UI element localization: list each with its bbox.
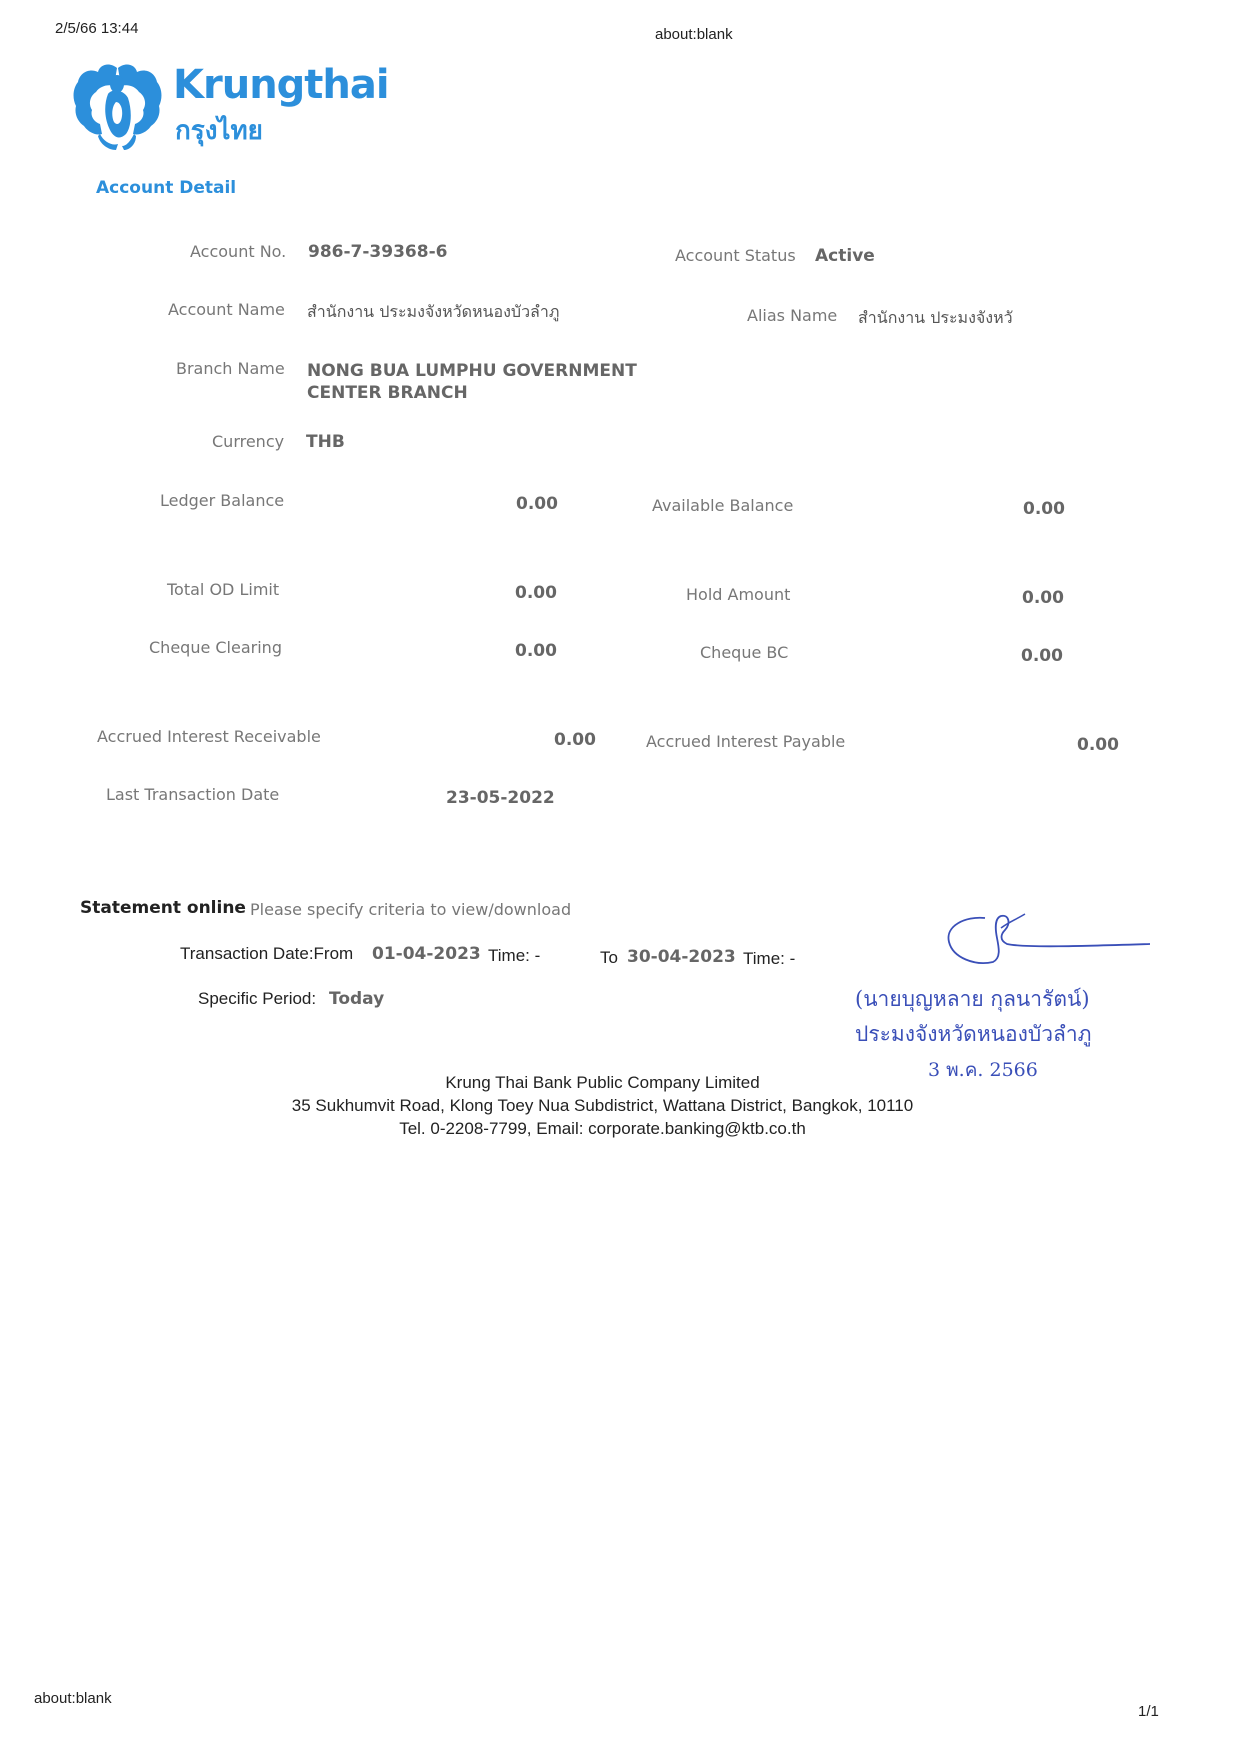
account-name-label: Account Name bbox=[168, 300, 285, 319]
branch-name-label: Branch Name bbox=[176, 359, 285, 378]
hold-amount-value: 0.00 bbox=[1022, 588, 1064, 608]
cheque-clearing-value: 0.00 bbox=[515, 641, 557, 661]
ledger-balance-value: 0.00 bbox=[516, 494, 558, 514]
page-number: 1/1 bbox=[1138, 1703, 1159, 1720]
account-no-value: 986-7-39368-6 bbox=[308, 242, 448, 262]
total-od-limit-value: 0.00 bbox=[515, 583, 557, 603]
cheque-bc-value: 0.00 bbox=[1021, 646, 1063, 666]
transaction-date-from-label: Transaction Date:From bbox=[180, 944, 354, 963]
cheque-clearing-label: Cheque Clearing bbox=[149, 638, 282, 657]
accrued-interest-receivable-label: Accrued Interest Receivable bbox=[97, 727, 321, 746]
specific-period-label: Specific Period: bbox=[198, 989, 317, 1008]
signature-mark bbox=[935, 908, 1155, 978]
section-title: Account Detail bbox=[96, 178, 237, 198]
branch-name-line1: NONG BUA LUMPHU GOVERNMENT bbox=[307, 361, 637, 381]
garuda-logo-icon bbox=[70, 60, 165, 150]
available-balance-label: Available Balance bbox=[652, 496, 794, 515]
company-contact: Tel. 0-2208-7799, Email: corporate.banking@ktb.co.th bbox=[399, 1119, 806, 1138]
currency-label: Currency bbox=[212, 432, 285, 451]
branch-name-line2: CENTER BRANCH bbox=[307, 383, 468, 403]
from-time-label[interactable]: Time: - bbox=[488, 946, 541, 965]
account-status-value: Active bbox=[815, 246, 875, 266]
company-address: 35 Sukhumvit Road, Klong Toey Nua Subdistrict, Wattana District, Bangkok, 10110 bbox=[291, 1096, 914, 1115]
hold-amount-label: Hold Amount bbox=[686, 585, 791, 604]
brand-name-th: กรุงไทย bbox=[175, 116, 263, 146]
ledger-balance-label: Ledger Balance bbox=[160, 491, 285, 510]
alias-name-label: Alias Name bbox=[747, 306, 838, 325]
statement-hint: Please specify criteria to view/download bbox=[250, 900, 572, 919]
signer-title: ประมงจังหวัดหนองบัวลำภู bbox=[855, 1022, 1092, 1046]
print-datetime: 2/5/66 13:44 bbox=[55, 20, 139, 37]
company-name: Krung Thai Bank Public Company Limited bbox=[445, 1073, 760, 1092]
brand-name-en: Krungthai bbox=[173, 62, 389, 108]
account-no-label: Account No. bbox=[190, 242, 287, 261]
last-transaction-date-label: Last Transaction Date bbox=[106, 785, 280, 804]
available-balance-value: 0.00 bbox=[1023, 499, 1065, 519]
signer-name: (นายบุญหลาย กุลนารัตน์) bbox=[855, 987, 1090, 1011]
alias-name-value: สำนักงาน ประมงจังหวั bbox=[858, 308, 1013, 327]
last-transaction-date-value: 23-05-2022 bbox=[446, 788, 555, 808]
to-date-value[interactable]: 30-04-2023 bbox=[627, 947, 736, 967]
print-footer-url: about:blank bbox=[34, 1690, 112, 1707]
to-time-label[interactable]: Time: - bbox=[743, 949, 796, 968]
accrued-interest-payable-value: 0.00 bbox=[1077, 735, 1119, 755]
from-date-value[interactable]: 01-04-2023 bbox=[372, 944, 481, 964]
total-od-limit-label: Total OD Limit bbox=[167, 580, 280, 599]
currency-value: THB bbox=[306, 432, 345, 452]
statement-title: Statement online bbox=[80, 898, 246, 918]
specific-period-value[interactable]: Today bbox=[329, 989, 385, 1009]
certification-date: 3 พ.ค. 2566 bbox=[928, 1059, 1038, 1081]
account-name-value: สำนักงาน ประมงจังหวัดหนองบัวลำภู bbox=[307, 302, 560, 321]
accrued-interest-receivable-value: 0.00 bbox=[554, 730, 596, 750]
print-url: about:blank bbox=[655, 26, 733, 43]
account-status-label: Account Status bbox=[675, 246, 796, 265]
accrued-interest-payable-label: Accrued Interest Payable bbox=[646, 732, 846, 751]
to-label: To bbox=[600, 948, 618, 967]
cheque-bc-label: Cheque BC bbox=[700, 643, 789, 662]
